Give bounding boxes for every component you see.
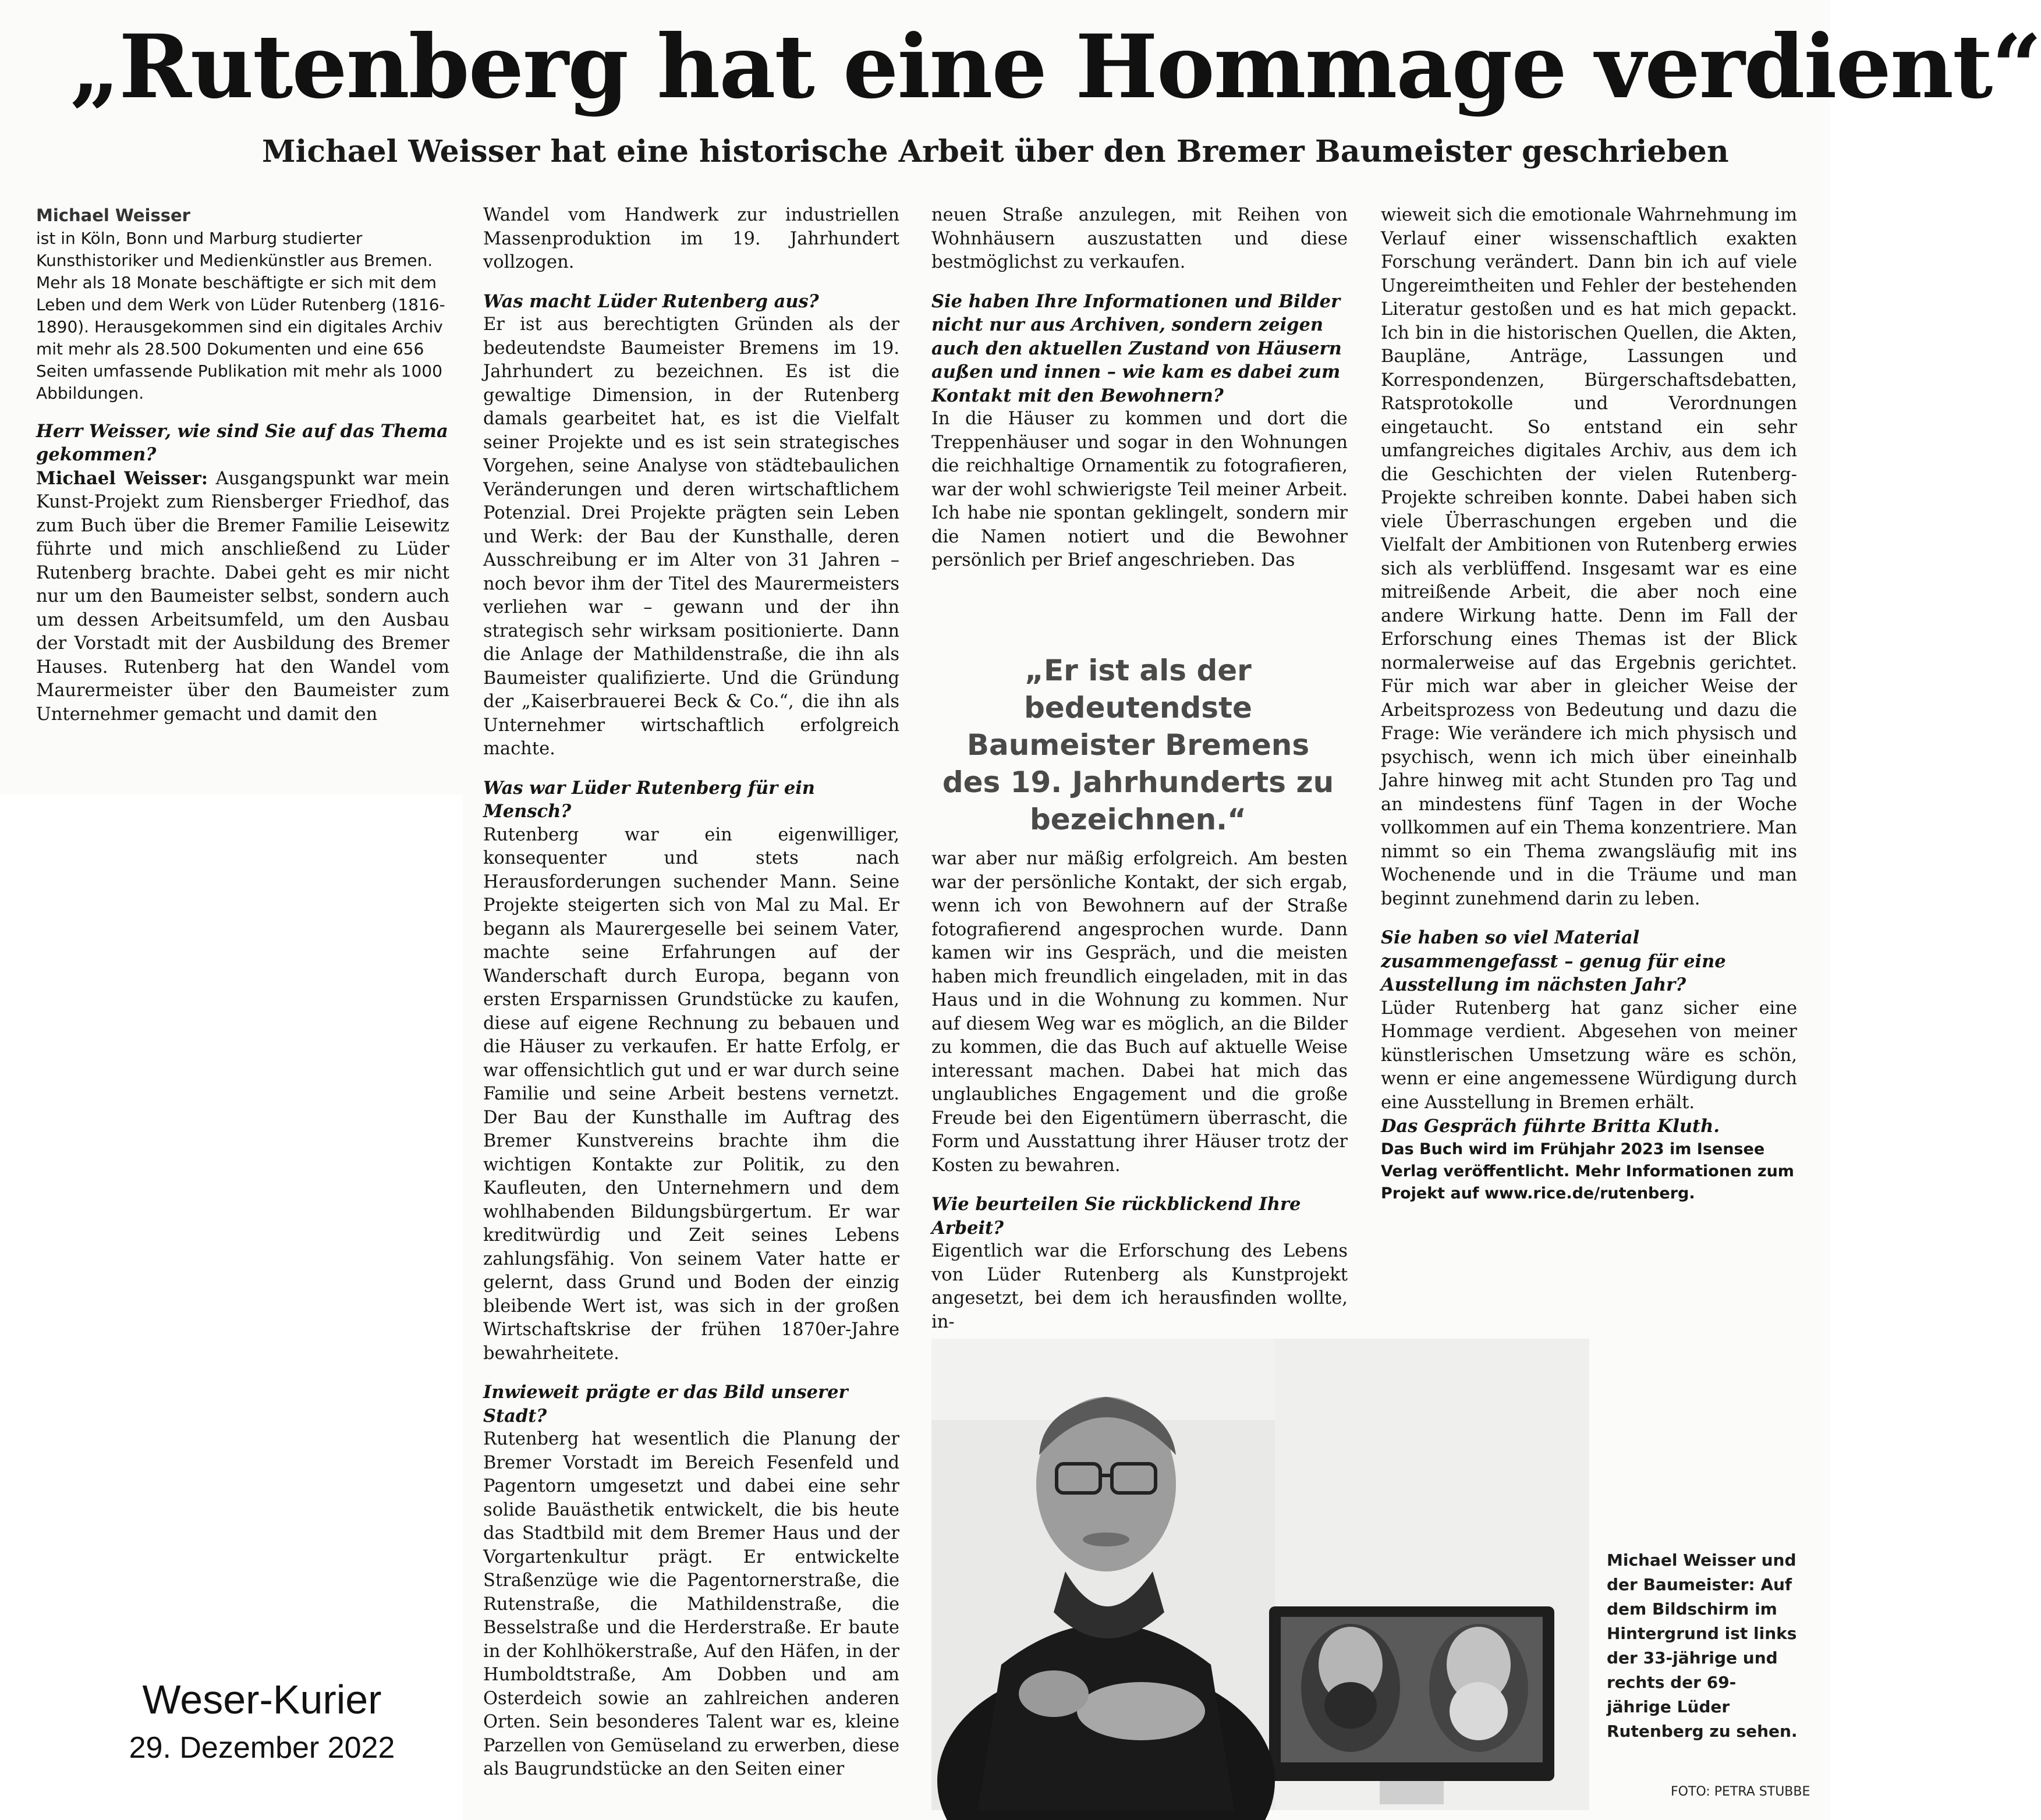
answer-2: Er ist aus berechtigten Gründen als der bedeutendste Baumeister Bremens im 19. Jahrhundert zu bezeichnen. Es ist die gewaltige Dimension, in der Rutenberg damals gearbeitet hat, es ist die Vielfalt seiner Projekte und es ist sein strategisches Vorgehen, seine Analyse von städtebaulichen Veränderungen und deren wirtschaftlichem Potenzial. Drei Projekte prägten sein Leben und Werk: der Bau der Kunsthalle, deren Ausschreibung er im Alter von 31 Jahren – noch bevor ihm der Titel des Maurermeisters verliehen war – gewann und der ihn strategisch sehr wirksam positionierte. Dann die Anlage der Mathildenstraße, die ihn als Baumeister qualifizierte. Und die Gründung der „Kaiserbrauerei Beck & Co.“, die ihn als Unternehmer wirtschaftlich erfolgreich machte. — [483, 314, 899, 759]
pull-quote: „Er ist als der bedeutendste Baumeister Bremens des 19. Jahrhunderts zu bezeichnen.“ — [942, 654, 1334, 836]
book-info-box: Das Buch wird im Frühjahr 2023 im Isensee Verlag veröffentlicht. Mehr Informationen zum Projekt auf www.rice.de/rutenberg. — [1381, 1140, 1794, 1202]
answer-4: Rutenberg hat wesentlich die Planung der Bremer Vorstadt im Bereich Fesenfeld und Pagentorn umgesetzt und dabei eine sehr solide Bauästhetik entwickelt, die bis heute das Stadtbild mit dem Bremer Haus und der Vorgartenkultur prägt. Er entwickelte Straßenzüge wie die Pagentornerstraße, die Rutenstraße, die Mathildenstraße, die Besselstraße und die Herderstraße. Er baute in der Kohlhökerstraße, Auf den Häfen, in der Humboldtstraße, Am Dobben und am Osterdeich sowie an zahlreichen anderen Orten. Sein besonderes Talent war es, kleine Parzellen von Gemüseland zu erwerben, diese als Baugrundstücke an den Seiten einer — [483, 1429, 899, 1779]
interview-credit: Das Gespräch führte Britta Kluth. — [1381, 1116, 1720, 1137]
speaker-label: Michael Weisser: — [36, 467, 208, 489]
column-3-lower — [931, 847, 1348, 1334]
question-7: Sie haben so viel Material zusammengefasst – genug für eine Ausstellung im nächsten Jahr? — [1381, 927, 1726, 995]
question-2: Was macht Lüder Rutenberg aus? — [483, 290, 819, 312]
question-1: Herr Weisser, wie sind Sie auf das Thema gekommen? — [36, 420, 448, 465]
column-2 — [483, 204, 899, 1782]
column-3 — [931, 204, 1348, 573]
answer-6-continued: wieweit sich die emotionale Wahrnehmung im Verlauf einer wissenschaftlich exakten Forschung verändert. Dann bin ich auf viele Ungereimtheiten und Fehler der bestehenden Literatur gestoßen und es hat mich gepackt. Ich bin in die historischen Quellen, die Akten, Baupläne, Anträge, Lassungen und Korrespondenzen, Bürgerschaftsdebatten, Ratsprotokolle und Verordnungen eingetaucht. So entstand ein sehr umfangreiches digitales Archiv, aus dem ich die Geschichten der vielen Rutenberg-Projekte schreiben konnte. Dabei haben sich viele Überraschungen ergeben und die Vielfalt der Ambitionen von Rutenberg erwies sich als verblüffend. Insgesamt war es eine mitreißende Arbeit, die aber noch eine andere Wirkung hatte. Denn im Fall der Erforschung eines Themas ist der Blick normalerweise auf das Ergebnis gerichtet. Für mich war aber in gleicher Weise der Arbeitsprozess von Bedeutung und dazu die Frage: Wie verändere ich mich physisch und psychisch, wenn ich mich über eineinhalb Jahre hinweg mit acht Stunden pro Tag und an mindestens fünf Tagen in der Woche vollkommen auf ein Thema konzentriere. Man nimmt so ein Thema zwangsläufig mit ins Wochenende und in die Träume und man beginnt zunehmend darin zu leben. — [1381, 205, 1797, 909]
author-box-bio: ist in Köln, Bonn und Marburg studierter Kunsthistoriker und Medienkünstler aus Bremen. Mehr als 18 Monate beschäftigte er sich mit dem Leben und dem Werk von Lüder Rutenberg (1816-1890). Herausgekommen sind ein digitales Archiv mit mehr als 28.500 Dokumenten und eine 656 Seiten umfassende Publikation mit mehr als 1000 Abbildungen. — [36, 228, 445, 403]
photo-credit: FOTO: PETRA STUBBE — [1671, 1784, 1810, 1799]
publication-name: Weser-Kurier — [142, 1677, 382, 1722]
question-3: Was war Lüder Rutenberg für ein Mensch? — [483, 777, 815, 822]
answer-1-continued: Wandel vom Handwerk zur industriellen Massenproduktion im 19. Jahrhundert vollzogen. — [483, 205, 899, 272]
question-4: Inwieweit prägte er das Bild unserer Stadt? — [483, 1382, 848, 1427]
question-6: Wie beurteilen Sie rückblickend Ihre Arbeit? — [931, 1194, 1301, 1239]
column-1 — [36, 204, 449, 726]
answer-5-continued: war aber nur mäßig erfolgreich. Am besten war der persönliche Kontakt, der sich ergab, wenn ich von Bewohnern auf der Straße fotografierend angesprochen wurde. Dann kamen wir ins Gespräch, und die meisten haben mich freundlich eingeladen, mit in das Haus und in die Wohnung zu kommen. Nur auf diesem Weg war es möglich, an die Bilder zu kommen, die das Buch auf aktuelle Weise interessant machen. Dabei hat mich das unglaubliches Engagement und die große Freude bei den Eigentümern überrascht, die Form und Ausstattung ihrer Häuser trotz der Kosten zu bewahren. — [931, 849, 1348, 1176]
headline: „Rutenberg hat eine Hommage verdient“ — [70, 16, 2041, 118]
answer-6: Eigentlich war die Erforschung des Lebens von Lüder Rutenberg als Kunstprojekt angesetzt, bei dem ich herausfinden wollte, in- — [931, 1241, 1348, 1332]
portrait-photo — [931, 1339, 1589, 1810]
column-4 — [1381, 204, 1797, 1205]
blank-margin — [0, 794, 463, 1820]
answer-4-continued: neuen Straße anzulegen, mit Reihen von Wohnhäusern auszustatten und diese bestmöglichst zu verkaufen. — [931, 205, 1348, 272]
subheadline: Michael Weisser hat eine historische Arbeit über den Bremer Baumeister geschrieben — [262, 134, 1729, 169]
answer-7: Lüder Rutenberg hat ganz sicher eine Hommage verdient. Abgesehen von meiner künstlerischen Umsetzung wäre es schön, wenn er eine angemessene Würdigung durch eine Ausstellung in Bremen erhält. — [1381, 998, 1797, 1113]
answer-5: In die Häuser zu kommen und dort die Treppenhäuser und sogar in den Wohnungen die reichhaltige Ornamentik zu fotografieren, war der wohl schwierigste Teil meiner Arbeit. Ich habe nie spontan geklingelt, sondern mir die Namen notiert und die Bewohner persönlich per Brief angeschrieben. Das — [931, 409, 1348, 570]
answer-1 — [36, 467, 449, 727]
question-5: Sie haben Ihre Informationen und Bilder nicht nur aus Archiven, sondern zeigen auch den aktuellen Zustand von Häusern außen und innen – wie kam es dabei zum Kontakt mit den Bewohnern? — [931, 290, 1342, 406]
author-box-name: Michael Weisser — [36, 205, 190, 225]
photo-caption: Michael Weisser und der Baumeister: Auf dem Bildschirm im Hintergrund ist links der 33-jährige und rechts der 69-jährige Lüder Rutenberg zu sehen. — [1607, 1551, 1798, 1741]
photo-illustration — [931, 1339, 1589, 1810]
publication-date: 29. Dezember 2022 — [129, 1731, 395, 1765]
answer-3: Rutenberg war ein eigenwilliger, konsequenter und stets nach Herausforderungen suchender Mann. Seine Projekte steigerten sich von Mal zu Mal. Er begann als Maurergeselle bei seinem Vater, machte seine Erfahrungen auf der Wanderschaft durch Europa, begann von ersten Ersparnissen Grundstücke zu kaufen, diese auf eigene Rechnung zu bebauen und die Häuser zu verkaufen. Er hatte Erfolg, er war offensichtlich gut und er war durch seine Familie und seine Arbeit bestens vernetzt. Der Bau der Kunsthalle im Auftrag des Bremer Kunstvereins brachte ihm die wichtigen Kontakte zur Politik, zu den Kaufleuten, den Unternehmern und dem wohlhabenden Bildungsbürgertum. Er war kreditwürdig und Zeit seines Lebens zahlungsfähig. Von seinem Vater hatte er gelernt, dass Grund und Boden der einzig bleibende Wert ist, was sich in der großen Wirtschaftskrise der frühen 1870er-Jahre bewahrheitete. — [483, 824, 899, 1364]
answer-1-text: Ausgangspunkt war mein Kunst-Projekt zum Riensberger Friedhof, das zum Buch über die Bremer Familie Leisewitz führte und mich anschließend zu Lüder Rutenberg brachte. Dabei geht es mir nicht nur um den Baumeister selbst, sondern auch um dessen Arbeitsumfeld, um den Ausbau der Vorstadt mit der Ausbildung des Bremer Hauses. Rutenberg hat den Wandel vom Maurermeister über den Baumeister zum Unternehmer gemacht und damit den — [36, 468, 449, 725]
